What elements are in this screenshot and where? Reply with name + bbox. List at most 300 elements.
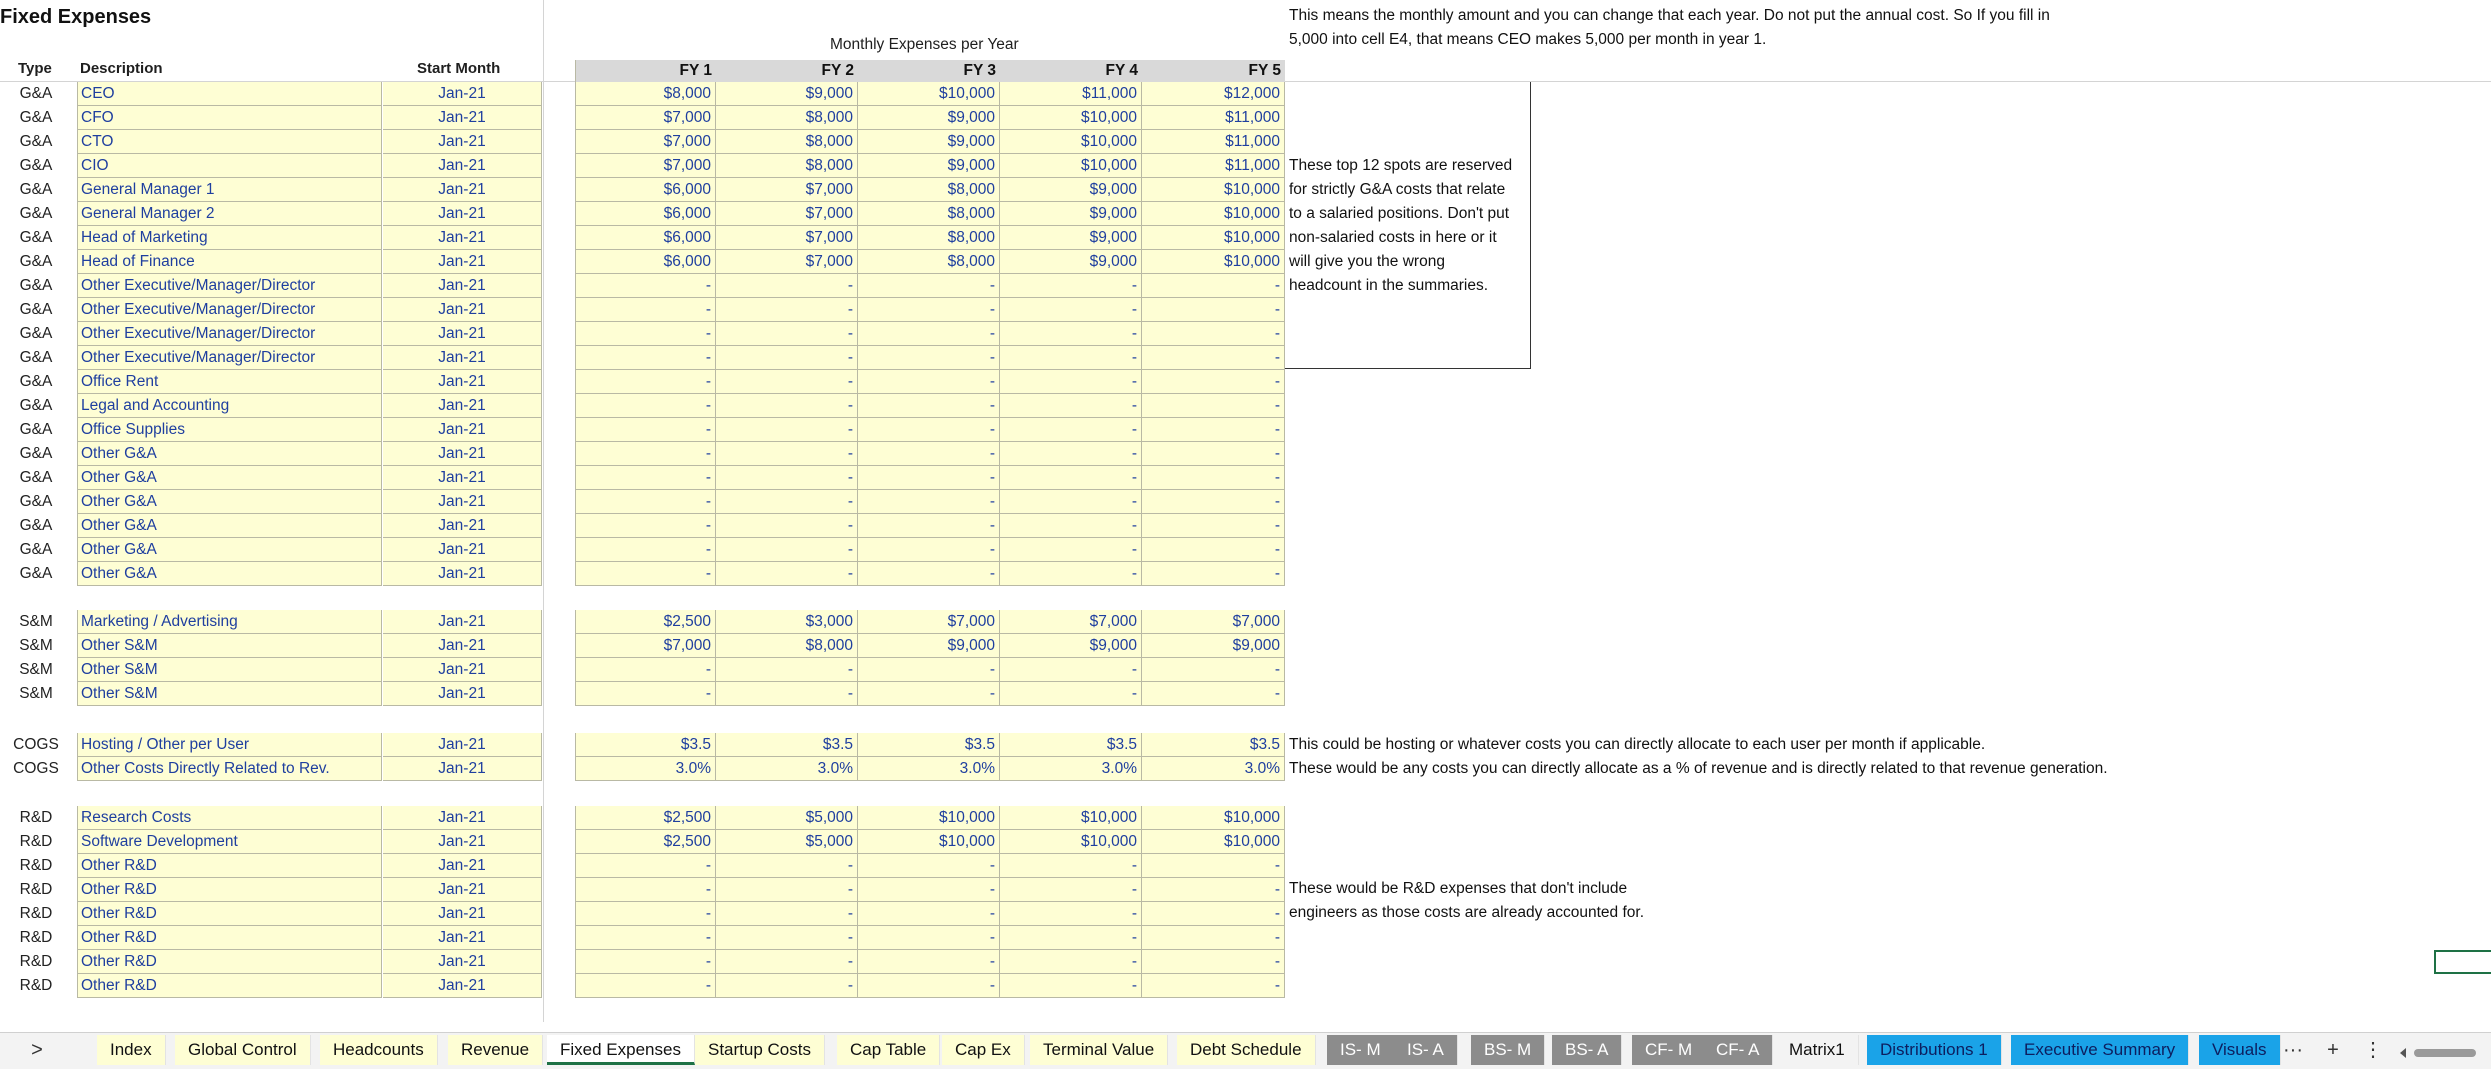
fy5-cell[interactable]: -	[1142, 418, 1285, 442]
fy4-cell[interactable]: $10,000	[1000, 106, 1142, 130]
fy1-cell[interactable]: -	[575, 514, 716, 538]
fy1-cell[interactable]: -	[575, 974, 716, 998]
description-cell[interactable]: CIO	[77, 154, 382, 178]
fy5-cell[interactable]: $10,000	[1142, 806, 1285, 830]
fy3-cell[interactable]: -	[858, 538, 1000, 562]
type-cell: G&A	[19, 181, 53, 198]
fy5-cell[interactable]: -	[1142, 514, 1285, 538]
description-cell[interactable]: Office Rent	[77, 370, 382, 394]
start-month-cell[interactable]: Jan-21	[383, 854, 542, 878]
table-row	[0, 538, 2491, 562]
fy2-cell[interactable]: $3,000	[716, 610, 858, 634]
start-month-cell[interactable]: Jan-21	[383, 298, 542, 322]
fy2-cell[interactable]: -	[716, 298, 858, 322]
description-cell[interactable]: Other G&A	[77, 514, 382, 538]
description-cell[interactable]: Marketing / Advertising	[77, 610, 382, 634]
fy1-cell[interactable]: -	[575, 394, 716, 418]
fy5-cell[interactable]: -	[1142, 490, 1285, 514]
description-cell[interactable]: Other Executive/Manager/Director	[77, 346, 382, 370]
fy4-cell[interactable]: $11,000	[1000, 82, 1142, 106]
fy5-cell[interactable]: -	[1142, 322, 1285, 346]
description-cell[interactable]: Other Executive/Manager/Director	[77, 298, 382, 322]
start-month-cell[interactable]: Jan-21	[383, 442, 542, 466]
fy1-cell[interactable]: $3.5	[575, 733, 716, 757]
fy1-cell[interactable]: -	[575, 562, 716, 586]
fy5-cell[interactable]: -	[1142, 466, 1285, 490]
start-month-cell[interactable]: Jan-21	[383, 634, 542, 658]
fy3-cell[interactable]: $9,000	[858, 634, 1000, 658]
type-cell: G&A	[19, 157, 53, 174]
description-cell[interactable]: Other G&A	[77, 538, 382, 562]
fy2-cell[interactable]: -	[716, 902, 858, 926]
fy4-cell[interactable]: -	[1000, 562, 1142, 586]
description-cell[interactable]: Other R&D	[77, 974, 382, 998]
start-month-cell[interactable]: Jan-21	[383, 562, 542, 586]
start-month-cell[interactable]: Jan-21	[383, 830, 542, 854]
fy3-cell[interactable]: $7,000	[858, 610, 1000, 634]
fy1-cell[interactable]: -	[575, 370, 716, 394]
fy5-cell[interactable]: $10,000	[1142, 250, 1285, 274]
fy3-cell[interactable]: $10,000	[858, 806, 1000, 830]
fy1-cell[interactable]: $6,000	[575, 250, 716, 274]
start-month-cell[interactable]: Jan-21	[383, 514, 542, 538]
fy2-cell[interactable]: -	[716, 514, 858, 538]
fy4-cell[interactable]: -	[1000, 274, 1142, 298]
fy5-cell[interactable]: $9,000	[1142, 634, 1285, 658]
table-row	[0, 298, 2491, 322]
tab-cap-ex[interactable]: Cap Ex	[942, 1035, 1025, 1065]
description-cell[interactable]: Other Executive/Manager/Director	[77, 322, 382, 346]
table-row	[0, 466, 2491, 490]
description-cell[interactable]: Other S&M	[77, 682, 382, 706]
fy4-cell[interactable]: -	[1000, 418, 1142, 442]
type-cell: G&A	[19, 277, 53, 294]
fy1-cell[interactable]: $2,500	[575, 830, 716, 854]
scrollbar-icon	[2400, 1048, 2485, 1058]
type-cell: R&D	[19, 857, 53, 874]
fy2-cell[interactable]: $7,000	[716, 250, 858, 274]
fy4-cell[interactable]: $10,000	[1000, 806, 1142, 830]
description-cell[interactable]: Other R&D	[77, 854, 382, 878]
tab-bs-a[interactable]: BS- A	[1552, 1035, 1622, 1065]
fy3-cell[interactable]: -	[858, 370, 1000, 394]
fy3-cell[interactable]: -	[858, 322, 1000, 346]
fy3-cell[interactable]: -	[858, 854, 1000, 878]
fy5-cell[interactable]: -	[1142, 926, 1285, 950]
tab-bs-m[interactable]: BS- M	[1471, 1035, 1545, 1065]
fy4-cell[interactable]: 3.0%	[1000, 757, 1142, 781]
start-month-cell[interactable]: Jan-21	[383, 926, 542, 950]
fy2-cell[interactable]: -	[716, 658, 858, 682]
description-cell[interactable]: Head of Finance	[77, 250, 382, 274]
start-month-cell[interactable]: Jan-21	[383, 974, 542, 998]
fy5-cell[interactable]: -	[1142, 298, 1285, 322]
fy2-cell[interactable]: -	[716, 974, 858, 998]
fy4-cell[interactable]: -	[1000, 442, 1142, 466]
fy3-cell[interactable]: -	[858, 274, 1000, 298]
fy1-cell[interactable]: $8,000	[575, 82, 716, 106]
fy3-cell[interactable]: -	[858, 490, 1000, 514]
fy5-cell[interactable]: -	[1142, 538, 1285, 562]
description-cell[interactable]: General Manager 2	[77, 202, 382, 226]
fy3-cell[interactable]: -	[858, 950, 1000, 974]
start-month-cell[interactable]: Jan-21	[383, 250, 542, 274]
description-cell[interactable]: Other G&A	[77, 442, 382, 466]
fy1-cell[interactable]: $6,000	[575, 178, 716, 202]
fy1-cell[interactable]: -	[575, 346, 716, 370]
table-row	[0, 82, 2491, 106]
fy2-cell[interactable]: $8,000	[716, 154, 858, 178]
tab-visuals[interactable]: Visuals	[2199, 1035, 2281, 1065]
start-month-cell[interactable]: Jan-21	[383, 394, 542, 418]
fy5-cell[interactable]: -	[1142, 442, 1285, 466]
tab-options-button[interactable]: ⋮	[2363, 1039, 2383, 1061]
fy3-cell[interactable]: -	[858, 902, 1000, 926]
fy2-cell[interactable]: $7,000	[716, 178, 858, 202]
fy2-cell[interactable]: -	[716, 466, 858, 490]
fy3-cell[interactable]: $3.5	[858, 733, 1000, 757]
fy4-cell[interactable]: -	[1000, 878, 1142, 902]
fy2-cell[interactable]: -	[716, 322, 858, 346]
tab-fixed-expenses[interactable]: Fixed Expenses	[547, 1035, 695, 1065]
tab-is-a[interactable]: IS- A	[1394, 1035, 1458, 1065]
fy5-cell[interactable]: -	[1142, 878, 1285, 902]
fy4-cell[interactable]: -	[1000, 682, 1142, 706]
fy3-cell[interactable]: -	[858, 682, 1000, 706]
fy3-cell[interactable]: $8,000	[858, 226, 1000, 250]
selected-cell[interactable]	[2434, 950, 2491, 974]
fy3-cell[interactable]: -	[858, 298, 1000, 322]
description-cell[interactable]: Other Executive/Manager/Director	[77, 274, 382, 298]
fy1-cell[interactable]: -	[575, 490, 716, 514]
description-cell[interactable]: Other Costs Directly Related to Rev.	[77, 757, 382, 781]
fy4-cell[interactable]: -	[1000, 902, 1142, 926]
fy2-cell[interactable]: -	[716, 538, 858, 562]
fy5-cell[interactable]: $11,000	[1142, 130, 1285, 154]
fy2-cell[interactable]: $3.5	[716, 733, 858, 757]
fy4-cell[interactable]: $10,000	[1000, 830, 1142, 854]
fy5-cell[interactable]: -	[1142, 682, 1285, 706]
fy2-cell[interactable]: $5,000	[716, 830, 858, 854]
start-month-cell[interactable]: Jan-21	[383, 202, 542, 226]
start-month-cell[interactable]: Jan-21	[383, 130, 542, 154]
note-rd-1: These would be R&D expenses that don't include	[1289, 880, 1628, 897]
fy5-cell[interactable]: $11,000	[1142, 106, 1285, 130]
start-month-cell[interactable]: Jan-21	[383, 466, 542, 490]
fy2-cell[interactable]: $7,000	[716, 202, 858, 226]
fy3-cell[interactable]: -	[858, 974, 1000, 998]
fy3-cell[interactable]: -	[858, 514, 1000, 538]
start-month-cell[interactable]: Jan-21	[383, 806, 542, 830]
fy2-cell[interactable]: -	[716, 490, 858, 514]
fy5-cell[interactable]: 3.0%	[1142, 757, 1285, 781]
fy3-cell[interactable]: $8,000	[858, 250, 1000, 274]
start-month-cell[interactable]: Jan-21	[383, 226, 542, 250]
fy3-cell[interactable]: $9,000	[858, 106, 1000, 130]
fy5-cell[interactable]: -	[1142, 950, 1285, 974]
description-cell[interactable]: Head of Marketing	[77, 226, 382, 250]
fy1-cell[interactable]: -	[575, 658, 716, 682]
fy4-cell[interactable]: $9,000	[1000, 634, 1142, 658]
type-cell: G&A	[19, 85, 53, 102]
description-cell[interactable]: General Manager 1	[77, 178, 382, 202]
fy4-cell[interactable]: -	[1000, 394, 1142, 418]
start-month-cell[interactable]: Jan-21	[383, 322, 542, 346]
fy4-cell[interactable]: -	[1000, 950, 1142, 974]
fy4-cell[interactable]: $9,000	[1000, 226, 1142, 250]
description-cell[interactable]: Hosting / Other per User	[77, 733, 382, 757]
fy3-cell[interactable]: $8,000	[858, 202, 1000, 226]
fy3-cell[interactable]: -	[858, 926, 1000, 950]
fy4-cell[interactable]: -	[1000, 298, 1142, 322]
fy1-cell[interactable]: $2,500	[575, 610, 716, 634]
tab-cf-a[interactable]: CF- A	[1703, 1035, 1773, 1065]
note-cogs-1: This could be hosting or whatever costs you can directly allocate to each user per month if applicable.	[1289, 736, 1986, 753]
fy3-cell[interactable]: -	[858, 418, 1000, 442]
fy4-cell[interactable]: -	[1000, 974, 1142, 998]
fy3-cell[interactable]: -	[858, 878, 1000, 902]
fy5-cell[interactable]: -	[1142, 974, 1285, 998]
horizontal-scrollbar[interactable]	[2400, 1045, 2485, 1055]
fy5-cell[interactable]: $12,000	[1142, 82, 1285, 106]
fy3-cell[interactable]: $8,000	[858, 178, 1000, 202]
start-month-cell[interactable]: Jan-21	[383, 106, 542, 130]
fy4-cell[interactable]: -	[1000, 490, 1142, 514]
fy3-cell[interactable]: -	[858, 466, 1000, 490]
fy2-cell[interactable]: 3.0%	[716, 757, 858, 781]
fy4-cell[interactable]: $10,000	[1000, 130, 1142, 154]
description-cell[interactable]: Legal and Accounting	[77, 394, 382, 418]
fy1-cell[interactable]: -	[575, 902, 716, 926]
fy3-cell[interactable]: $9,000	[858, 130, 1000, 154]
type-cell: G&A	[19, 109, 53, 126]
fy2-cell[interactable]: -	[716, 950, 858, 974]
fy5-cell[interactable]: -	[1142, 346, 1285, 370]
fy4-cell[interactable]: $10,000	[1000, 154, 1142, 178]
start-month-cell[interactable]: Jan-21	[383, 178, 542, 202]
fy4-cell[interactable]: -	[1000, 658, 1142, 682]
fy3-cell[interactable]: $9,000	[858, 154, 1000, 178]
fy5-cell[interactable]: $3.5	[1142, 733, 1285, 757]
tab-cap-table[interactable]: Cap Table	[837, 1035, 940, 1065]
fy5-cell[interactable]: $11,000	[1142, 154, 1285, 178]
fy4-cell[interactable]: $9,000	[1000, 250, 1142, 274]
fy2-cell[interactable]: $8,000	[716, 106, 858, 130]
fy5-cell[interactable]: $10,000	[1142, 178, 1285, 202]
fy2-cell[interactable]: -	[716, 442, 858, 466]
start-month-cell[interactable]: Jan-21	[383, 538, 542, 562]
fy4-cell[interactable]: -	[1000, 514, 1142, 538]
fy4-cell[interactable]: -	[1000, 370, 1142, 394]
fy1-cell[interactable]: $6,000	[575, 202, 716, 226]
type-cell: R&D	[19, 881, 53, 898]
fy1-cell[interactable]: $7,000	[575, 634, 716, 658]
fy2-cell[interactable]: $8,000	[716, 634, 858, 658]
fy3-cell[interactable]: -	[858, 562, 1000, 586]
start-month-cell[interactable]: Jan-21	[383, 950, 542, 974]
fy5-cell[interactable]: $10,000	[1142, 830, 1285, 854]
description-cell[interactable]: CTO	[77, 130, 382, 154]
type-cell: G&A	[19, 325, 53, 342]
description-cell[interactable]: Research Costs	[77, 806, 382, 830]
fy2-cell[interactable]: $5,000	[716, 806, 858, 830]
description-cell[interactable]: Other R&D	[77, 878, 382, 902]
fy3-cell[interactable]: $10,000	[858, 830, 1000, 854]
table-row	[0, 250, 2491, 274]
table-row	[0, 490, 2491, 514]
fy5-cell[interactable]: $7,000	[1142, 610, 1285, 634]
add-sheet-button[interactable]: +	[2327, 1039, 2339, 1061]
note-rd-2: engineers as those costs are already accounted for.	[1289, 904, 1644, 921]
header-fy2: FY 2	[716, 60, 858, 82]
fy2-cell[interactable]: $9,000	[716, 82, 858, 106]
fy1-cell[interactable]: -	[575, 878, 716, 902]
fy2-cell[interactable]: $7,000	[716, 226, 858, 250]
fy1-cell[interactable]: -	[575, 298, 716, 322]
tab-global-control[interactable]: Global Control	[175, 1035, 311, 1065]
fy2-cell[interactable]: -	[716, 346, 858, 370]
start-month-cell[interactable]: Jan-21	[383, 346, 542, 370]
fy2-cell[interactable]: -	[716, 854, 858, 878]
fy5-cell[interactable]: $10,000	[1142, 202, 1285, 226]
tab-matrix1[interactable]: Matrix1	[1776, 1035, 1859, 1065]
tab-distributions-1[interactable]: Distributions 1	[1867, 1035, 2002, 1065]
start-month-cell[interactable]: Jan-21	[383, 610, 542, 634]
description-cell[interactable]: Other R&D	[77, 902, 382, 926]
more-tabs-button[interactable]: ···	[2283, 1039, 2303, 1061]
start-month-cell[interactable]: Jan-21	[383, 154, 542, 178]
table-row	[0, 902, 2491, 926]
fy5-cell[interactable]: -	[1142, 274, 1285, 298]
description-cell[interactable]: Office Supplies	[77, 418, 382, 442]
fy3-cell[interactable]: -	[858, 394, 1000, 418]
start-month-cell[interactable]: Jan-21	[383, 490, 542, 514]
description-cell[interactable]: Other R&D	[77, 926, 382, 950]
start-month-cell[interactable]: Jan-21	[383, 733, 542, 757]
fy1-cell[interactable]: -	[575, 854, 716, 878]
tab-terminal-value[interactable]: Terminal Value	[1030, 1035, 1168, 1065]
description-cell[interactable]: Other G&A	[77, 490, 382, 514]
fy2-cell[interactable]: -	[716, 394, 858, 418]
fy5-cell[interactable]: -	[1142, 370, 1285, 394]
header-fy1: FY 1	[575, 60, 716, 82]
tab-revenue[interactable]: Revenue	[448, 1035, 543, 1065]
table-row	[0, 926, 2491, 950]
type-cell: COGS	[13, 760, 59, 777]
fy2-cell[interactable]: $8,000	[716, 130, 858, 154]
fy4-cell[interactable]: -	[1000, 538, 1142, 562]
fy4-cell[interactable]: -	[1000, 466, 1142, 490]
fy1-cell[interactable]: -	[575, 418, 716, 442]
fy5-cell[interactable]: $10,000	[1142, 226, 1285, 250]
fy4-cell[interactable]: -	[1000, 854, 1142, 878]
fy4-cell[interactable]: -	[1000, 926, 1142, 950]
fy3-cell[interactable]: -	[858, 658, 1000, 682]
description-cell[interactable]: Other S&M	[77, 634, 382, 658]
fy3-cell[interactable]: $10,000	[858, 82, 1000, 106]
tab-startup-costs[interactable]: Startup Costs	[695, 1035, 825, 1065]
fy1-cell[interactable]: $7,000	[575, 130, 716, 154]
fy1-cell[interactable]: -	[575, 274, 716, 298]
start-month-cell[interactable]: Jan-21	[383, 757, 542, 781]
fy2-cell[interactable]: -	[716, 878, 858, 902]
start-month-cell[interactable]: Jan-21	[383, 902, 542, 926]
description-cell[interactable]: CFO	[77, 106, 382, 130]
fy2-cell[interactable]: -	[716, 274, 858, 298]
description-cell[interactable]: Other G&A	[77, 466, 382, 490]
type-cell: G&A	[19, 469, 53, 486]
fy1-cell[interactable]: $2,500	[575, 806, 716, 830]
description-cell[interactable]: Other G&A	[77, 562, 382, 586]
fy2-cell[interactable]: -	[716, 926, 858, 950]
tab-executive-summary[interactable]: Executive Summary	[2011, 1035, 2189, 1065]
start-month-cell[interactable]: Jan-21	[383, 658, 542, 682]
fy1-cell[interactable]: 3.0%	[575, 757, 716, 781]
fy5-cell[interactable]: -	[1142, 902, 1285, 926]
table-row	[0, 130, 2491, 154]
table-row	[0, 514, 2491, 538]
fy5-cell[interactable]: -	[1142, 562, 1285, 586]
description-cell[interactable]: Other R&D	[77, 950, 382, 974]
note-box-line: headcount in the summaries.	[1289, 277, 1489, 294]
fy1-cell[interactable]: -	[575, 926, 716, 950]
fy2-cell[interactable]: -	[716, 418, 858, 442]
start-month-cell[interactable]: Jan-21	[383, 878, 542, 902]
fy2-cell[interactable]: -	[716, 562, 858, 586]
tab-headcounts[interactable]: Headcounts	[320, 1035, 438, 1065]
description-cell[interactable]: Software Development	[77, 830, 382, 854]
fy4-cell[interactable]: -	[1000, 322, 1142, 346]
fy1-cell[interactable]: -	[575, 322, 716, 346]
start-month-cell[interactable]: Jan-21	[383, 682, 542, 706]
scroll-tabs-right-button[interactable]: >	[31, 1039, 43, 1061]
fy1-cell[interactable]: -	[575, 538, 716, 562]
fy4-cell[interactable]: $3.5	[1000, 733, 1142, 757]
description-cell[interactable]: Other S&M	[77, 658, 382, 682]
start-month-cell[interactable]: Jan-21	[383, 82, 542, 106]
description-cell[interactable]: CEO	[77, 82, 382, 106]
fy4-cell[interactable]: -	[1000, 346, 1142, 370]
start-month-cell[interactable]: Jan-21	[383, 418, 542, 442]
start-month-cell[interactable]: Jan-21	[383, 274, 542, 298]
fy3-cell[interactable]: -	[858, 442, 1000, 466]
start-month-cell[interactable]: Jan-21	[383, 370, 542, 394]
fy2-cell[interactable]: -	[716, 370, 858, 394]
tab-cf-m[interactable]: CF- M	[1632, 1035, 1706, 1065]
fy5-cell[interactable]: -	[1142, 854, 1285, 878]
type-cell: S&M	[19, 685, 53, 702]
fy4-cell[interactable]: $7,000	[1000, 610, 1142, 634]
fy3-cell[interactable]: -	[858, 346, 1000, 370]
fy1-cell[interactable]: $7,000	[575, 154, 716, 178]
fy5-cell[interactable]: -	[1142, 658, 1285, 682]
fy4-cell[interactable]: $9,000	[1000, 178, 1142, 202]
fy1-cell[interactable]: -	[575, 950, 716, 974]
fy2-cell[interactable]: -	[716, 682, 858, 706]
fy1-cell[interactable]: -	[575, 466, 716, 490]
fy3-cell[interactable]: 3.0%	[858, 757, 1000, 781]
tab-debt-schedule[interactable]: Debt Schedule	[1177, 1035, 1316, 1065]
fy1-cell[interactable]: -	[575, 682, 716, 706]
tab-index[interactable]: Index	[97, 1035, 166, 1065]
fy5-cell[interactable]: -	[1142, 394, 1285, 418]
fy1-cell[interactable]: -	[575, 442, 716, 466]
fy1-cell[interactable]: $7,000	[575, 106, 716, 130]
tab-is-m[interactable]: IS- M	[1327, 1035, 1395, 1065]
fy4-cell[interactable]: $9,000	[1000, 202, 1142, 226]
fy1-cell[interactable]: $6,000	[575, 226, 716, 250]
group-header: Monthly Expenses per Year	[830, 36, 1019, 53]
